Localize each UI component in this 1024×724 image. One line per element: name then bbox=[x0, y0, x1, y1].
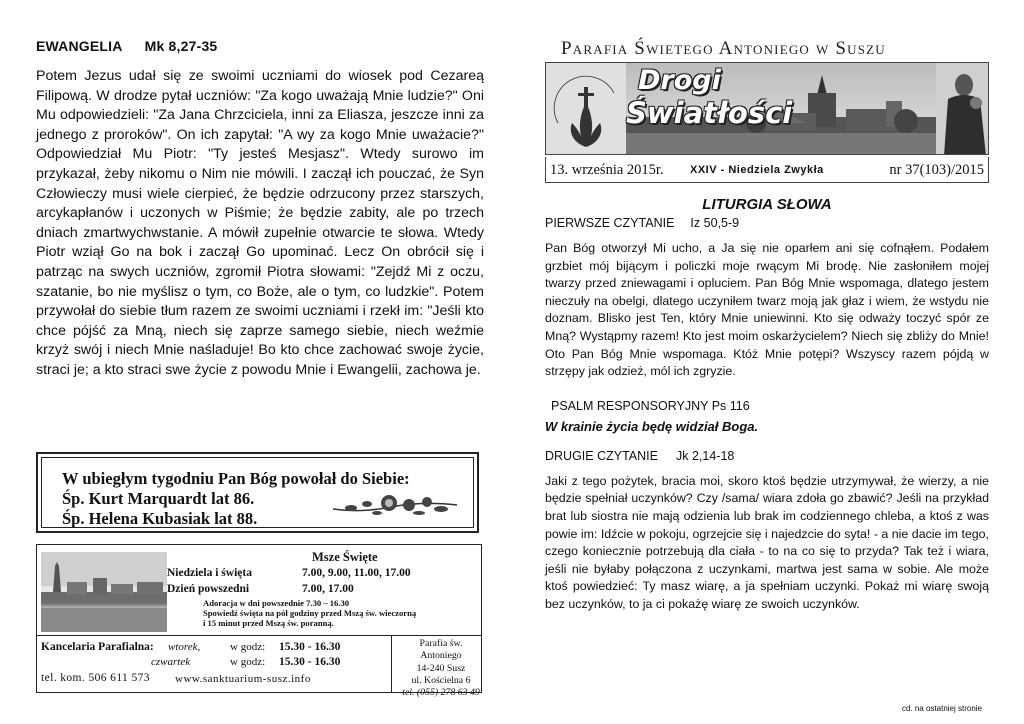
office-label: Kancelaria Parafialna: bbox=[41, 641, 154, 653]
mass-note-morning: i 15 minut przed Mszą św. poranną. bbox=[203, 618, 334, 628]
mass-sunday-row bbox=[167, 567, 411, 579]
obituary-name-1: Śp. Kurt Marquardt lat 86. bbox=[62, 489, 255, 508]
gospel-reference: Mk 8,27-35 bbox=[144, 38, 218, 54]
mass-weekday-label: Dzień powszedni bbox=[167, 583, 250, 595]
first-reading-ref: Iz 50,5-9 bbox=[690, 216, 740, 230]
divider bbox=[391, 635, 392, 692]
mass-weekday-times: 7.00, 17.00 bbox=[302, 583, 354, 595]
liturgy-section bbox=[545, 196, 989, 614]
town-photo-icon bbox=[41, 552, 167, 632]
mass-sunday-label: Niedziela i święta bbox=[167, 567, 252, 579]
mass-note-adoration: Adoracja w dni powszednie 7.30 – 16.30 bbox=[203, 598, 350, 608]
office-hours-1: 15.30 - 16.30 bbox=[279, 641, 341, 653]
first-reading-text: Pan Bóg otworzył Mi ucho, a Ja się nie oparłem ani się cofnąłem. Podałem grzbiet mój bijącym i policzki moje rwącym Mi brodę. Nie zasłoniłem mojej twarzy przed zniewagami i opluciem. Pan Bóg Mnie wspomaga, dlatego jestem nieczuły na obelgi, dlatego uczyniłem twarz moją jak głaz i wiem, że wstydu nie doznam. Blisko jest Ten, który Mnie uniewinni. Kto się odważy toczyć spór ze Mną? Wystąpmy razem! Kto jest moim oskarżycielem? Niech się zbliży do Mnie! Oto Pan Bóg Mnie wspomaga. Któż Mnie potępi? Wszyscy razem pójdą w strzępy jak odzież, mól ich zgryzie. bbox=[545, 241, 989, 379]
second-reading-heading bbox=[545, 449, 989, 463]
mass-schedule-box bbox=[36, 544, 482, 699]
mass-weekday-row bbox=[167, 583, 354, 595]
psalm-response: W krainie życia będę widział Boga. bbox=[545, 418, 759, 434]
mass-note-confession: Spowiedź święta na pół godziny przed Mszą św. wieczorną bbox=[203, 608, 417, 618]
office-day-1: wtorek, bbox=[168, 641, 201, 653]
address-line-3: ul. Kościelna 6 bbox=[411, 674, 471, 686]
obituary-box bbox=[36, 452, 479, 533]
second-reading-ref: Jk 2,14-18 bbox=[675, 448, 735, 463]
divider bbox=[37, 635, 481, 636]
address-line-1: Parafia św. Antoniego bbox=[419, 638, 463, 662]
liturgical-sunday: XXIV - Niedziela Zwykła bbox=[690, 164, 824, 176]
gospel-title: EWANGELIA bbox=[36, 38, 123, 54]
flower-ornament-icon bbox=[331, 491, 459, 521]
second-reading-text: Jaki z tego pożytek, bracia moi, skoro ktoś będzie utrzymywał, że wierzy, a nie będzie spełniał uczynków? Czy /sama/ wiara zdoła go zbawić? Jeśli na przykład brat lub siostra nie mają odzienia lub brak im codziennego chleba, a ktoś z was powie im: Idźcie w pokoju, ogrzejcie się i najedzcie do syta! - a nie dacie im tego, czego koniecznie potrzebują dla ciała - to na co się to przyda? Tak też i wiara, jeśli nie byłaby połączona z uczynkami, martwa jest sama w sobie. Ale może ktoś powiedzieć: Ty masz wiarę, a ja spełniam uczynki. Pokaż mi wiarę swoją bez uczynków, to ja ci pokażę wiarę ze swoich uczynków. bbox=[545, 473, 989, 611]
mass-title: Msze Święte bbox=[312, 550, 378, 564]
banner-title-2: Światłości bbox=[626, 96, 793, 130]
office-at-2: w godz: bbox=[230, 656, 266, 668]
obituary-intro: W ubiegłym tygodniu Pan Bóg powołał do Siebie: bbox=[62, 469, 410, 488]
office-at-1: w godz: bbox=[230, 641, 266, 653]
newsletter-banner bbox=[545, 62, 989, 155]
mass-sunday-times: 7.00, 9.00, 11.00, 17.00 bbox=[302, 567, 411, 579]
gospel-text: Potem Jezus udał się ze swoimi uczniami do wiosek pod Cezareą Filipową. W drodze pytał uczniów: "Za kogo uważają Mnie ludzie?" Oni Mu odpowiedzieli: "Za Jana Chrzciciela, inni za Eliasza, jeszcze inni za jednego z proroków". On ich zapytał: "A wy za kogo Mnie uważacie?" Odpowiedział Mu Piotr: "Ty jesteś Mesjasz". Wtedy surowo im przykazał, żeby nikomu o Nim nie mówili. I zaczął ich pouczać, że Syn Człowieczy musi wiele cierpieć, że będzie odrzucony przez starszych, arcykapłanów i uczonych w Piśmie; że będzie zabity, ale po trzech dniach zmartwychwstanie. A mówił zupełnie otwarcie te słowa. Wtedy Piotr wziął Go na bok i zaczął Go upominać. Lecz On obrócił się i patrząc na swych uczniów, zgromił Piotra słowami: "Zejdź Mi z oczu, szatanie, bo nie myślisz o tym, co Boże, ale o tym, co ludzkie". Potem przywołał do siebie tłum razem ze swoimi uczniami i rzekł im: "Jeśli kto chce pójść za Mną, niech się zaprze samego siebie, niech weźmie krzyż swój i niech Mnie naśladuje! Bo kto chce zachować swoje życie, straci je; a kto straci swe życie z powodu Mnie i Ewangelii, zachowa je. bbox=[36, 68, 484, 378]
banner-title-1: Drogi bbox=[638, 65, 721, 96]
office-phone: tel. kom. 506 611 573 bbox=[41, 672, 150, 684]
first-reading-heading bbox=[545, 216, 989, 230]
parish-logo-icon bbox=[546, 63, 626, 155]
issue-number: nr 37(103)/2015 bbox=[889, 162, 984, 178]
second-reading-label: DRUGIE CZYTANIE bbox=[545, 448, 658, 463]
address-phone: tel. (055) 278 63 49 bbox=[402, 687, 480, 699]
website-link[interactable]: www.sanktuarium-susz.info bbox=[175, 673, 311, 685]
address-line-2: 14-240 Susz bbox=[416, 662, 466, 674]
office-hours-2: 15.30 - 16.30 bbox=[279, 656, 341, 668]
parish-title: Parafia Świetego Antoniego w Suszu bbox=[561, 38, 886, 59]
issue-date: 13. września 2015r. bbox=[550, 162, 664, 178]
gospel-heading bbox=[36, 38, 484, 54]
first-reading-label: PIERWSZE CZYTANIE bbox=[545, 216, 675, 230]
psalm-heading: PSALM RESPONSORYJNY Ps 116 bbox=[551, 398, 750, 413]
liturgy-title: LITURGIA SŁOWA bbox=[702, 196, 832, 213]
continued-note: cd. na ostatniej stronie bbox=[901, 704, 982, 713]
parish-address bbox=[401, 638, 481, 699]
obituary-name-2: Śp. Helena Kubasiak lat 88. bbox=[62, 509, 258, 528]
gospel-section bbox=[36, 36, 484, 381]
issue-dateline bbox=[545, 157, 989, 183]
office-day-2: czwartek bbox=[151, 656, 191, 668]
